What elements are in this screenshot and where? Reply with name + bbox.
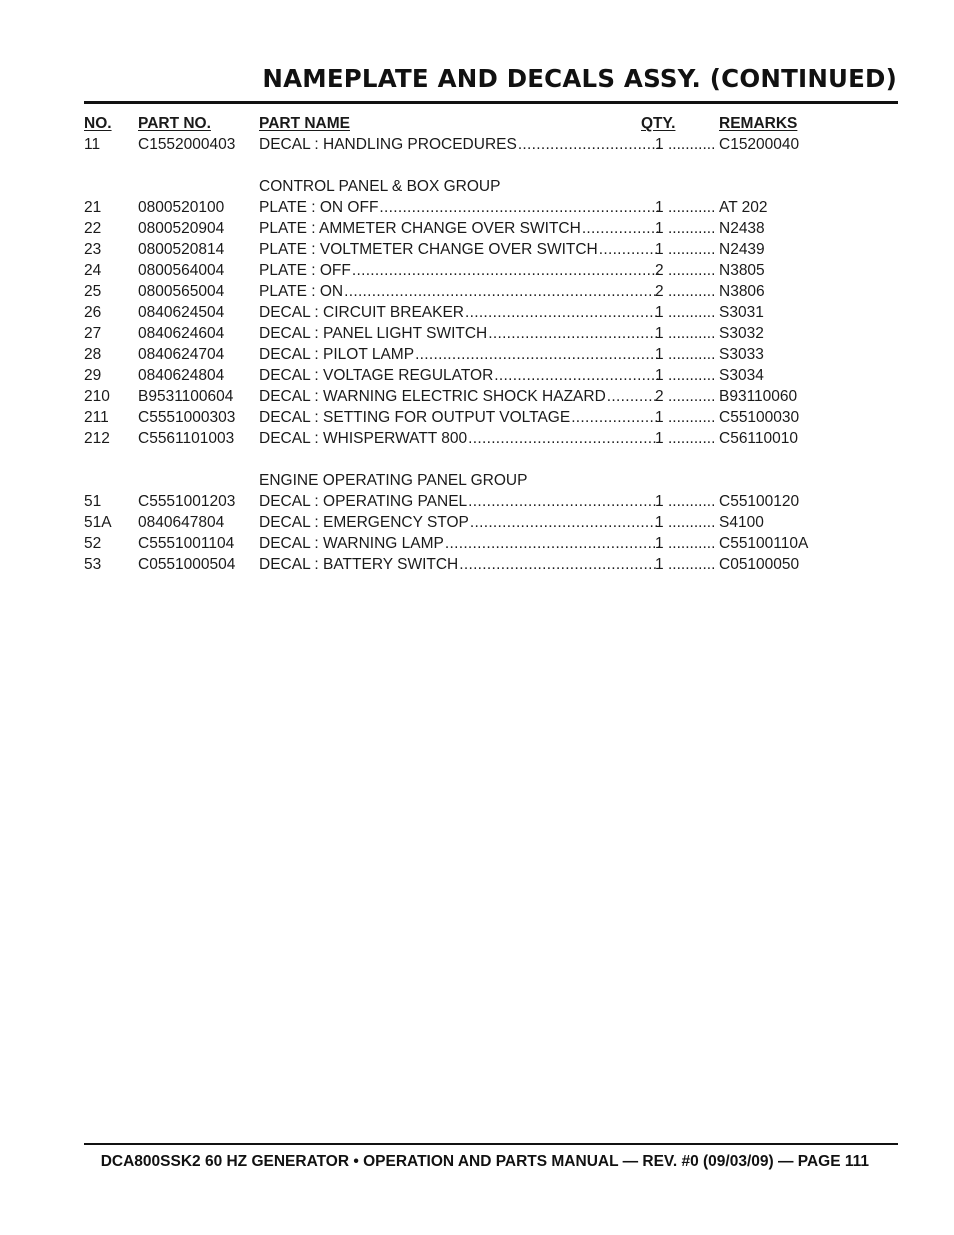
item-number: 211 (84, 409, 109, 426)
rows-engine-panel (84, 491, 904, 575)
leader-dots: ........... (668, 514, 716, 531)
part-name-cell (259, 533, 659, 554)
part-number: C5551001104 (138, 535, 235, 552)
part-name-cell (259, 197, 659, 218)
leader-dots: ........... (668, 535, 716, 552)
part-name: PLATE : AMMETER CHANGE OVER SWITCH (259, 220, 581, 237)
part-number: 0800520904 (138, 220, 225, 237)
item-number: 27 (84, 325, 102, 342)
spacer (84, 449, 904, 470)
leader-dots: ........... (668, 136, 716, 153)
leader-dots: ........... (668, 325, 716, 342)
leader-dots: ........... (668, 556, 716, 573)
leader-dots: ........... (668, 199, 716, 216)
remarks: C56110010 (719, 430, 799, 447)
part-number: 0840624804 (138, 367, 225, 384)
remarks: C15200040 (719, 136, 800, 153)
part-number: C0551000504 (138, 556, 236, 573)
item-number: 22 (84, 220, 102, 237)
table-row (84, 134, 904, 155)
part-name-cell (259, 512, 659, 533)
page-title: NAMEPLATE AND DECALS ASSY. (CONTINUED) (262, 64, 897, 93)
leader-dots: ........... (668, 430, 716, 447)
table-row (84, 344, 904, 365)
rows-first (84, 134, 904, 155)
quantity: 1 (655, 367, 664, 384)
table-row (84, 554, 904, 575)
item-number: 11 (84, 136, 101, 153)
remarks: N3805 (719, 262, 765, 279)
quantity: 1 (655, 199, 664, 216)
remarks: S3034 (719, 367, 764, 384)
table-header (84, 113, 904, 134)
part-name-cell (259, 491, 659, 512)
remarks: C55100120 (719, 493, 800, 510)
part-name: PLATE : ON OFF (259, 199, 379, 216)
remarks: S3033 (719, 346, 764, 363)
part-name-cell (259, 218, 659, 239)
item-number: 26 (84, 304, 102, 321)
part-name: DECAL : CIRCUIT BREAKER (259, 304, 464, 321)
table-row (84, 239, 904, 260)
part-name: DECAL : WHISPERWATT 800 (259, 430, 468, 447)
part-number: 0840624504 (138, 304, 225, 321)
quantity: 1 (655, 136, 664, 153)
quantity: 1 (655, 409, 664, 426)
item-number: 212 (84, 430, 110, 447)
part-name-cell (259, 302, 659, 323)
group-heading-control-panel (84, 176, 904, 197)
table-row (84, 428, 904, 449)
remarks: N2438 (719, 220, 765, 237)
item-number: 24 (84, 262, 102, 279)
group-heading-engine-panel (84, 470, 904, 491)
leader-dots: ........... (668, 283, 716, 300)
leader-dots: ........... (668, 346, 716, 363)
table-row (84, 365, 904, 386)
part-name: DECAL : HANDLING PROCEDURES (259, 136, 517, 153)
part-name-cell (259, 239, 659, 260)
header-part-name: PART NAME (259, 115, 350, 132)
part-name-cell (259, 134, 659, 155)
table-row (84, 197, 904, 218)
item-number: 51A (84, 514, 112, 531)
item-number: 21 (84, 199, 102, 216)
table-row (84, 407, 904, 428)
part-number: 0840647804 (138, 514, 225, 531)
part-name: PLATE : VOLTMETER CHANGE OVER SWITCH (259, 241, 598, 258)
spacer (84, 155, 904, 176)
leader-dots: ........... (668, 409, 716, 426)
quantity: 1 (655, 220, 664, 237)
part-number: 0840624704 (138, 346, 225, 363)
item-number: 210 (84, 388, 110, 405)
part-name: PLATE : ON (259, 283, 344, 300)
part-number: 0840624604 (138, 325, 225, 342)
table-row (84, 512, 904, 533)
quantity: 1 (655, 430, 664, 447)
footer-rule (84, 1143, 898, 1145)
quantity: 1 (655, 241, 664, 258)
part-name: DECAL : PILOT LAMP (259, 346, 415, 363)
item-number: 25 (84, 283, 102, 300)
part-name-cell (259, 365, 659, 386)
part-name: DECAL : SETTING FOR OUTPUT VOLTAGE (259, 409, 571, 426)
part-name: DECAL : OPERATING PANEL (259, 493, 468, 510)
part-name-cell (259, 281, 659, 302)
part-name-cell (259, 428, 659, 449)
quantity: 1 (655, 535, 664, 552)
page-footer: DCA800SSK2 60 HZ GENERATOR • OPERATION AND PARTS MANUAL — REV. #0 (09/03/09) — PAGE 111 (100, 1153, 869, 1170)
leader-dots: ........... (668, 220, 716, 237)
part-number: 0800565004 (138, 283, 225, 300)
item-number: 23 (84, 241, 102, 258)
part-name-cell (259, 344, 659, 365)
part-name: DECAL : BATTERY SWITCH (259, 556, 459, 573)
table-row (84, 260, 904, 281)
leader-dots: ........... (668, 388, 716, 405)
part-name: DECAL : VOLTAGE REGULATOR (259, 367, 494, 384)
remarks: AT 202 (719, 199, 768, 216)
part-name-cell (259, 554, 659, 575)
table-row (84, 533, 904, 554)
part-name-cell (259, 407, 659, 428)
remarks: C55100110A (719, 535, 809, 552)
table-row (84, 302, 904, 323)
leader-dots: ........... (668, 262, 716, 279)
quantity: 1 (655, 304, 664, 321)
table-row (84, 386, 904, 407)
header-qty: QTY. (641, 115, 676, 132)
table-row (84, 491, 904, 512)
table-row (84, 323, 904, 344)
group-title: CONTROL PANEL & BOX GROUP (259, 178, 501, 195)
part-number: 0800520814 (138, 241, 225, 258)
part-number: 0800520100 (138, 199, 225, 216)
leader-dots: ........... (668, 241, 716, 258)
remarks: C55100030 (719, 409, 800, 426)
quantity: 1 (655, 493, 664, 510)
remarks: N2439 (719, 241, 765, 258)
remarks: S4100 (719, 514, 764, 531)
rows-control-panel (84, 197, 904, 449)
group-title: ENGINE OPERATING PANEL GROUP (259, 472, 528, 489)
part-name: DECAL : EMERGENCY STOP (259, 514, 469, 531)
part-number: C1552000403 (138, 136, 236, 153)
table-row (84, 281, 904, 302)
remarks: S3032 (719, 325, 764, 342)
part-name: DECAL : WARNING LAMP (259, 535, 444, 552)
leader-dots: ........... (668, 493, 716, 510)
quantity: 1 (655, 514, 664, 531)
remarks: S3031 (719, 304, 764, 321)
item-number: 29 (84, 367, 102, 384)
quantity: 2 (655, 262, 664, 279)
part-name-cell (259, 386, 659, 407)
part-number: B9531100604 (138, 388, 234, 405)
part-name: DECAL : WARNING ELECTRIC SHOCK HAZARD (259, 388, 606, 405)
part-number: C5551000303 (138, 409, 236, 426)
part-number: C5551001203 (138, 493, 236, 510)
item-number: 53 (84, 556, 102, 573)
part-name-cell (259, 323, 659, 344)
item-number: 28 (84, 346, 102, 363)
quantity: 1 (655, 325, 664, 342)
part-name-cell (259, 260, 659, 281)
quantity: 1 (655, 556, 664, 573)
part-name: DECAL : PANEL LIGHT SWITCH (259, 325, 488, 342)
title-rule (84, 101, 898, 104)
quantity: 2 (655, 388, 664, 405)
parts-table (84, 113, 904, 575)
leader-dots: ........... (668, 304, 716, 321)
remarks: C05100050 (719, 556, 800, 573)
remarks: N3806 (719, 283, 765, 300)
item-number: 51 (84, 493, 102, 510)
header-remarks: REMARKS (719, 115, 798, 132)
remarks: B93110060 (719, 388, 798, 405)
item-number: 52 (84, 535, 102, 552)
header-part-no: PART NO. (138, 115, 211, 132)
leader-dots: ........... (668, 367, 716, 384)
quantity: 2 (655, 283, 664, 300)
header-no: NO. (84, 115, 112, 132)
part-number: C5561101003 (138, 430, 235, 447)
part-number: 0800564004 (138, 262, 225, 279)
part-name: PLATE : OFF (259, 262, 351, 279)
table-row (84, 218, 904, 239)
quantity: 1 (655, 346, 664, 363)
